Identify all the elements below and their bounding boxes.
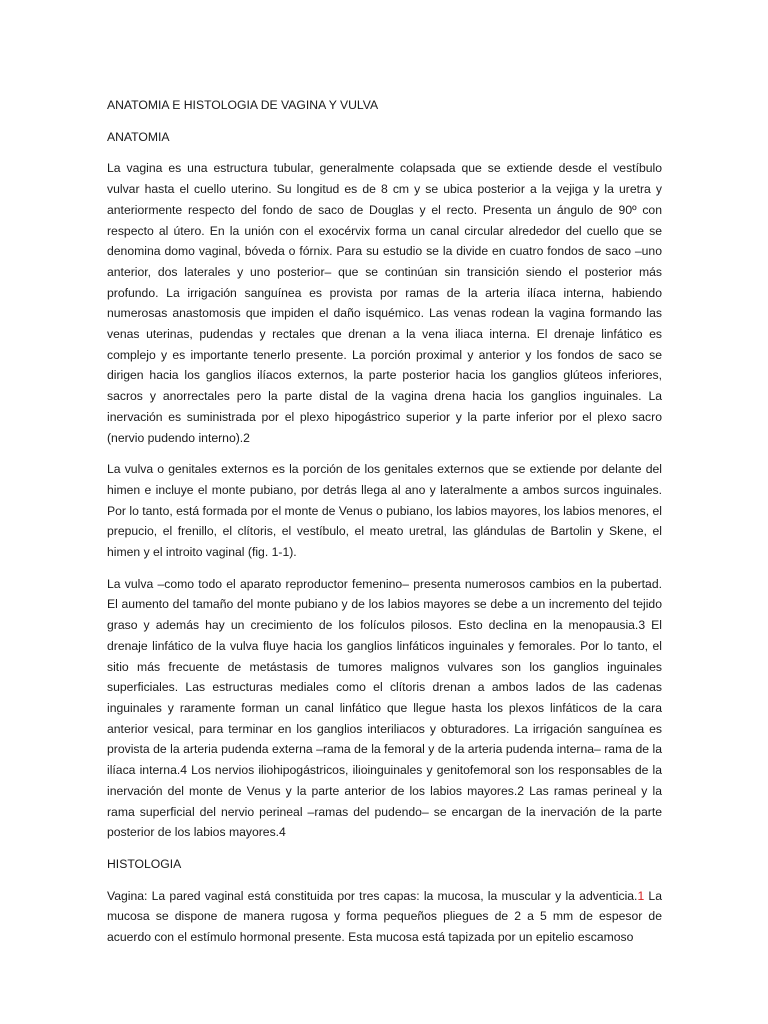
section-heading-anatomia: ANATOMIA [107, 129, 170, 144]
paragraph-vagina-anatomy: La vagina es una estructura tubular, generalmente colapsada que se extiende desde el vestíbulo vulvar hasta el cuello uterino. Su longitud es de 8 cm y se ubica posterior a la vejiga y la uretra y anteriormente respecto del fondo de saco de Douglas y el recto. Presenta un ángulo de 90º con respecto al útero. En la unión con el exocérvix forma un canal circular alrededor del cuello que se denomina domo vaginal, bóveda o fórnix. Para su estudio se la divide en cuatro fondos de saco –uno anterior, dos laterales y uno posterior– que se continúan sin transición siendo el posterior más profundo. La irrigación sanguínea es provista por ramas de la arteria ilíaca interna, habiendo numerosas anastomosis que impiden el daño isquémico. Las venas rodean la vagina formando las venas uterinas, pudendas y rectales que drenan a la vena iliaca interna. El drenaje linfático es complejo y es importante tenerlo presente. La porción proximal y anterior y los fondos de saco se dirigen hacia los ganglios ilíacos externos, la parte posterior hacia los ganglios glúteos inferiores, sacros y anorrectales pero la parte distal de la vagina drena hacia los ganglios inguinales. La inervación es suministrada por el plexo hipogástrico superior y la parte inferior por el plexo sacro (nervio pudendo interno).2 [107, 161, 662, 445]
section-heading-histologia: HISTOLOGIA [107, 856, 182, 871]
histology-text-end: La mucosa se dispone de manera rugosa y forma pequeños pliegues de 2 a 5 mm de espesor de acuerdo con el estímulo hormonal presente. Esta mucosa está tapizada por un epitelio escamoso [107, 888, 662, 945]
paragraph-vagina-histology [107, 886, 662, 948]
document-title: ANATOMIA E HISTOLOGIA DE VAGINA Y VULVA [107, 98, 379, 112]
document-body [107, 95, 662, 959]
reference-marker: 1 [637, 888, 645, 903]
paragraph-vulva-changes: La vulva –como todo el aparato reproductor femenino– presenta numerosos cambios en la pubertad. El aumento del tamaño del monte pubiano y de los labios mayores se debe a un incremento del tejido graso y además hay un crecimiento de los folículos pilosos. Esto declina en la menopausia.3 El drenaje linfático de la vulva fluye hacia los ganglios linfáticos inguinales y femorales. Por lo tanto, el sitio más frecuente de metástasis de tumores malignos vulvares son los ganglios inguinales superficiales. Las estructuras mediales como el clítoris drenan a ambos lados de las cadenas inguinales y raramente forman un canal linfático que llegue hasta los plexos linfáticos de la cara anterior vesical, para terminar en los ganglios interiliacos y obturadores. La irrigación sanguínea es provista de la arteria pudenda externa –rama de la femoral y de la arteria pudenda interna– rama de la ilíaca interna.4 Los nervios iliohipogástricos, ilioinguinales y genitofemoral son los responsables de la inervación del monte de Venus y la parte anterior de los labios mayores.2 Las ramas perineal y la rama superficial del nervio perineal –ramas del pudendo– se encargan de la inervación de la parte posterior de los labios mayores.4 [107, 576, 662, 840]
paragraph-vulva-definition: La vulva o genitales externos es la porción de los genitales externos que se extiende por delante del himen e incluye el monte pubiano, por detrás llega al ano y lateralmente a ambos surcos inguinales. Por lo tanto, está formada por el monte de Venus o pubiano, los labios mayores, los labios menores, el prepucio, el frenillo, el clítoris, el vestíbulo, el meato uretral, las glándulas de Bartolin y Skene, el himen y el introito vaginal (fig. 1-1). [107, 462, 662, 560]
histology-text-start: Vagina: La pared vaginal está constituida por tres capas: la mucosa, la muscular y la adventicia. [107, 888, 638, 903]
